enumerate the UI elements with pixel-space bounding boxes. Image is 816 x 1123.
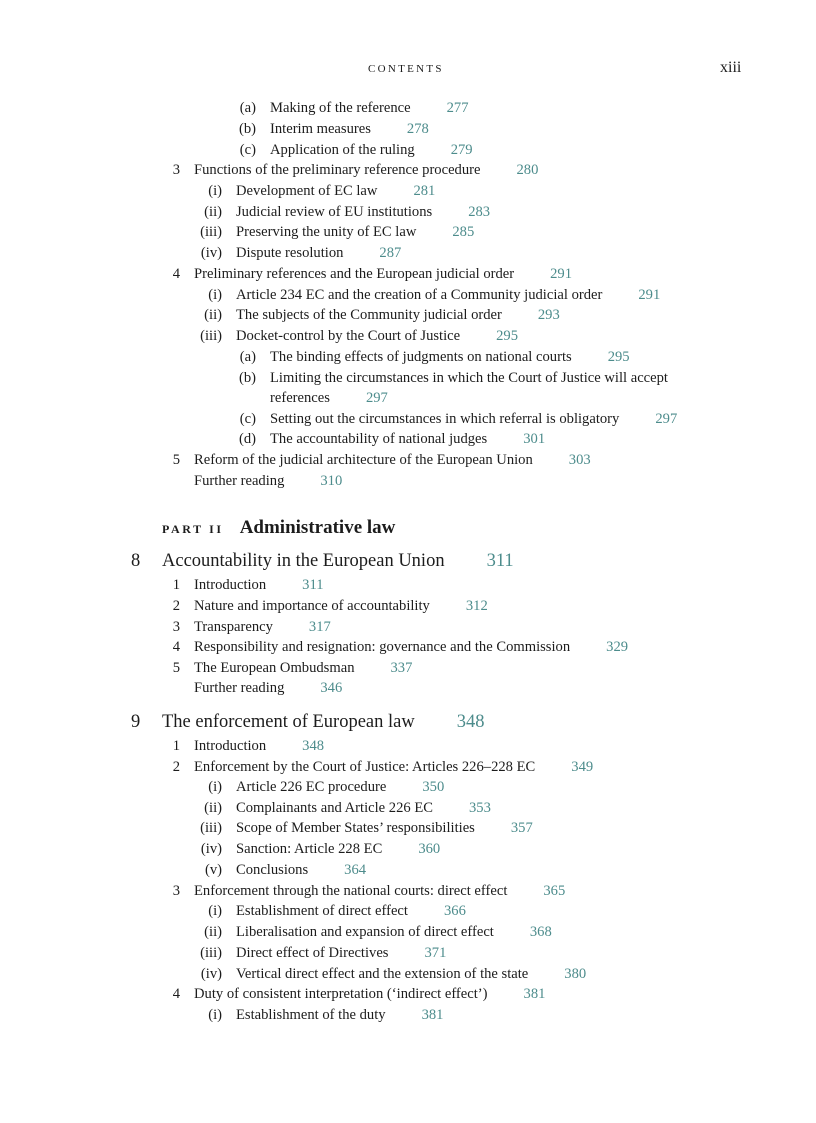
toc-entry-title: Establishment of the duty	[236, 1007, 386, 1023]
chapter-title: Accountability in the European Union	[162, 551, 445, 571]
toc-entry-title: Limiting the circumstances in which the Court of Justice will accept	[270, 370, 668, 386]
toc-entry-page: 337	[390, 660, 413, 676]
toc-entry-title: Enforcement through the national courts: direct effect	[194, 883, 508, 899]
toc-entry-label: (iii)	[200, 820, 222, 836]
toc-entry-page: 295	[607, 349, 630, 365]
toc-entry	[172, 575, 324, 595]
toc-entry-title: Scope of Member States’ responsibilities	[236, 820, 475, 836]
toc-entry-label: 4	[172, 639, 180, 655]
toc-entry-label: (c)	[239, 142, 256, 158]
toc-entry-page: 364	[344, 862, 367, 878]
toc-entry-title: Enforcement by the Court of Justice: Articles 226–228 EC	[194, 759, 536, 775]
toc-entry-label: (iii)	[200, 224, 222, 240]
toc-entry	[208, 777, 445, 797]
chapter-number: 8	[131, 551, 141, 571]
toc-entry-page: 353	[469, 800, 491, 816]
toc-entry-page: 279	[450, 142, 473, 158]
toc-entry-title: Dispute resolution	[236, 245, 344, 261]
toc-entry-title: Direct effect of Directives	[236, 945, 389, 961]
toc-entry-page: 360	[418, 841, 441, 857]
toc-entry-label: 5	[172, 452, 180, 468]
toc-entry-title: Judicial review of EU institutions	[236, 204, 433, 220]
toc-entry-label: 1	[172, 738, 180, 754]
toc-entry-title: Sanction: Article 228 EC	[236, 841, 383, 857]
toc-entry-title: Article 234 EC and the creation of a Community judicial order	[236, 287, 603, 303]
toc-entry-page: 365	[543, 883, 566, 899]
chapter-title: The enforcement of European law	[162, 712, 415, 732]
toc-entry-title: Making of the reference	[270, 100, 411, 116]
toc-entry-page: 311	[302, 577, 324, 593]
toc-entry-page: 301	[523, 431, 546, 447]
chapter-heading	[131, 549, 514, 573]
toc-entry-label: (i)	[208, 183, 222, 199]
toc-entry-label: (ii)	[204, 307, 222, 323]
toc-entry-title: Vertical direct effect and the extension of the state	[236, 966, 529, 982]
toc-entry-page: 348	[302, 738, 325, 754]
toc-entry-title: references	[270, 390, 330, 406]
toc-entry	[200, 326, 519, 346]
toc-entry	[172, 881, 566, 901]
toc-entry-page: 380	[564, 966, 587, 982]
toc-entry-title: Duty of consistent interpretation (‘indirect effect’)	[194, 986, 488, 1002]
toc-entry	[238, 119, 429, 139]
toc-entry	[172, 984, 546, 1004]
toc-entry	[204, 202, 491, 222]
toc-entry	[194, 471, 342, 491]
chapter-page: 311	[486, 551, 514, 571]
toc-entry-page: 293	[537, 307, 560, 323]
toc-entry-page: 297	[365, 390, 388, 406]
toc-entry-label: 3	[172, 162, 180, 178]
toc-entry-title: Development of EC law	[236, 183, 378, 199]
toc-entry-page: 310	[320, 473, 343, 489]
toc-entry	[208, 901, 466, 921]
toc-entry	[172, 450, 591, 470]
toc-entry-label: 4	[172, 266, 180, 282]
toc-entry-label: (i)	[208, 779, 222, 795]
toc-entry-title: The European Ombudsman	[194, 660, 355, 676]
toc-entry-title: Docket-control by the Court of Justice	[236, 328, 461, 344]
toc-entry	[208, 1005, 444, 1025]
toc-entry-label: (d)	[238, 431, 256, 447]
toc-entry-page: 280	[516, 162, 539, 178]
toc-entry-label: 2	[172, 759, 180, 775]
toc-entry-label: (i)	[208, 287, 222, 303]
toc-entry-label: (iii)	[200, 945, 222, 961]
toc-entry	[208, 181, 436, 201]
toc-entry-title: Introduction	[194, 738, 267, 754]
toc-entry-page: 312	[465, 598, 488, 614]
toc-entry	[200, 818, 533, 838]
toc-entry-title: Nature and importance of accountability	[194, 598, 430, 614]
toc-entry-title: Establishment of direct effect	[236, 903, 408, 919]
toc-entry-label: (b)	[238, 121, 256, 137]
toc-entry	[238, 368, 668, 388]
toc-entry-page: 368	[529, 924, 552, 940]
toc-entry-page: 381	[523, 986, 546, 1002]
toc-entry-page: 371	[424, 945, 447, 961]
toc-entry-page: 349	[571, 759, 594, 775]
page-number: xiii	[720, 59, 742, 76]
toc-entry-title: Responsibility and resignation: governance and the Commission	[194, 639, 571, 655]
part-heading	[162, 515, 395, 541]
toc-entry-page: 329	[606, 639, 629, 655]
toc-entry-title: The accountability of national judges	[270, 431, 488, 447]
toc-entry	[200, 964, 587, 984]
toc-entry-page: 295	[496, 328, 519, 344]
toc-entry-label: (c)	[239, 411, 256, 427]
toc-entry	[172, 736, 325, 756]
toc-entry-label: (ii)	[204, 924, 222, 940]
toc-entry-page: 291	[638, 287, 661, 303]
toc-entry	[172, 757, 594, 777]
toc-entry-title: Further reading	[194, 473, 285, 489]
toc-entry	[172, 637, 629, 657]
toc-entry	[172, 596, 488, 616]
toc-entry-title: Application of the ruling	[270, 142, 415, 158]
toc-entry-title: Functions of the preliminary reference procedure	[194, 162, 481, 178]
toc-entry	[200, 839, 441, 859]
chapter-number: 9	[131, 712, 141, 732]
part-title: Administrative law	[239, 517, 396, 538]
toc-entry	[172, 658, 413, 678]
toc-entry-label: (i)	[208, 903, 222, 919]
toc-entry-title: Preserving the unity of EC law	[236, 224, 417, 240]
toc-entry	[239, 347, 630, 367]
toc-entry-label: 1	[172, 577, 180, 593]
toc-entry-label: (ii)	[204, 800, 222, 816]
toc-entry-page: 346	[320, 680, 343, 696]
toc-entry	[239, 409, 678, 429]
toc-entry-continuation	[270, 388, 388, 408]
toc-entry	[239, 140, 473, 160]
toc-entry-title: Interim measures	[270, 121, 371, 137]
toc-entry-page: 381	[421, 1007, 444, 1023]
toc-entry-page: 366	[443, 903, 466, 919]
toc-entry-title: The subjects of the Community judicial order	[236, 307, 502, 323]
toc-entry-title: Complainants and Article 226 EC	[236, 800, 433, 816]
toc-entry	[204, 305, 560, 325]
toc-entry-title: Introduction	[194, 577, 267, 593]
toc-entry-label: 2	[172, 598, 180, 614]
toc-entry-label: (v)	[204, 862, 222, 878]
toc-entry-title: Conclusions	[236, 862, 309, 878]
toc-entry-label: (iv)	[200, 841, 222, 857]
toc-entry	[200, 943, 447, 963]
toc-entry-title: The binding effects of judgments on national courts	[270, 349, 572, 365]
toc-entry	[204, 860, 367, 880]
toc-entry-page: 350	[422, 779, 445, 795]
running-header-title: CONTENTS	[368, 63, 444, 75]
toc-entry-label: (ii)	[204, 204, 222, 220]
toc-entry-page: 285	[452, 224, 475, 240]
toc-entry-page: 287	[379, 245, 402, 261]
toc-entry-label: 3	[172, 883, 180, 899]
toc-entry	[239, 98, 469, 118]
part-label: PART II	[162, 522, 224, 536]
toc-entry-title: Article 226 EC procedure	[236, 779, 387, 795]
toc-entry-title: Setting out the circumstances in which referral is obligatory	[270, 411, 620, 427]
toc-entry-label: 4	[172, 986, 180, 1002]
toc-entry	[200, 243, 402, 263]
toc-entry	[238, 429, 546, 449]
toc-entry-page: 357	[510, 820, 533, 836]
toc-entry-title: Transparency	[194, 619, 273, 635]
toc-entry	[172, 617, 331, 637]
toc-entry	[204, 922, 552, 942]
toc-entry	[172, 160, 539, 180]
toc-entry	[204, 798, 491, 818]
chapter-heading	[131, 710, 485, 734]
toc-entry-label: (b)	[238, 370, 256, 386]
toc-entry-page: 278	[406, 121, 429, 137]
toc-entry-label: (a)	[239, 349, 256, 365]
toc-entry	[200, 222, 475, 242]
toc-entry-label: 5	[172, 660, 180, 676]
toc-entry-title: Reform of the judicial architecture of the European Union	[194, 452, 533, 468]
toc-entry-page: 317	[308, 619, 331, 635]
toc-entry	[172, 264, 572, 284]
toc-entry-page: 281	[413, 183, 436, 199]
toc-entry-label: 3	[172, 619, 180, 635]
toc-entry-label: (iv)	[200, 966, 222, 982]
chapter-page: 348	[456, 712, 485, 732]
toc-entry-label: (i)	[208, 1007, 222, 1023]
toc-entry-page: 283	[468, 204, 491, 220]
toc-entry-page: 277	[446, 100, 469, 116]
toc-entry-page: 303	[568, 452, 591, 468]
toc-entry-label: (iii)	[200, 328, 222, 344]
toc-entry-title: Liberalisation and expansion of direct effect	[236, 924, 494, 940]
toc-entry-page: 297	[655, 411, 678, 427]
toc-entry-label: (a)	[239, 100, 256, 116]
toc-entry-page: 291	[550, 266, 572, 282]
toc-entry	[208, 285, 661, 305]
toc-entry-title: Preliminary references and the European judicial order	[194, 266, 515, 282]
toc-entry-label: (iv)	[200, 245, 222, 261]
toc-entry	[194, 678, 342, 698]
toc-entry-title: Further reading	[194, 680, 285, 696]
